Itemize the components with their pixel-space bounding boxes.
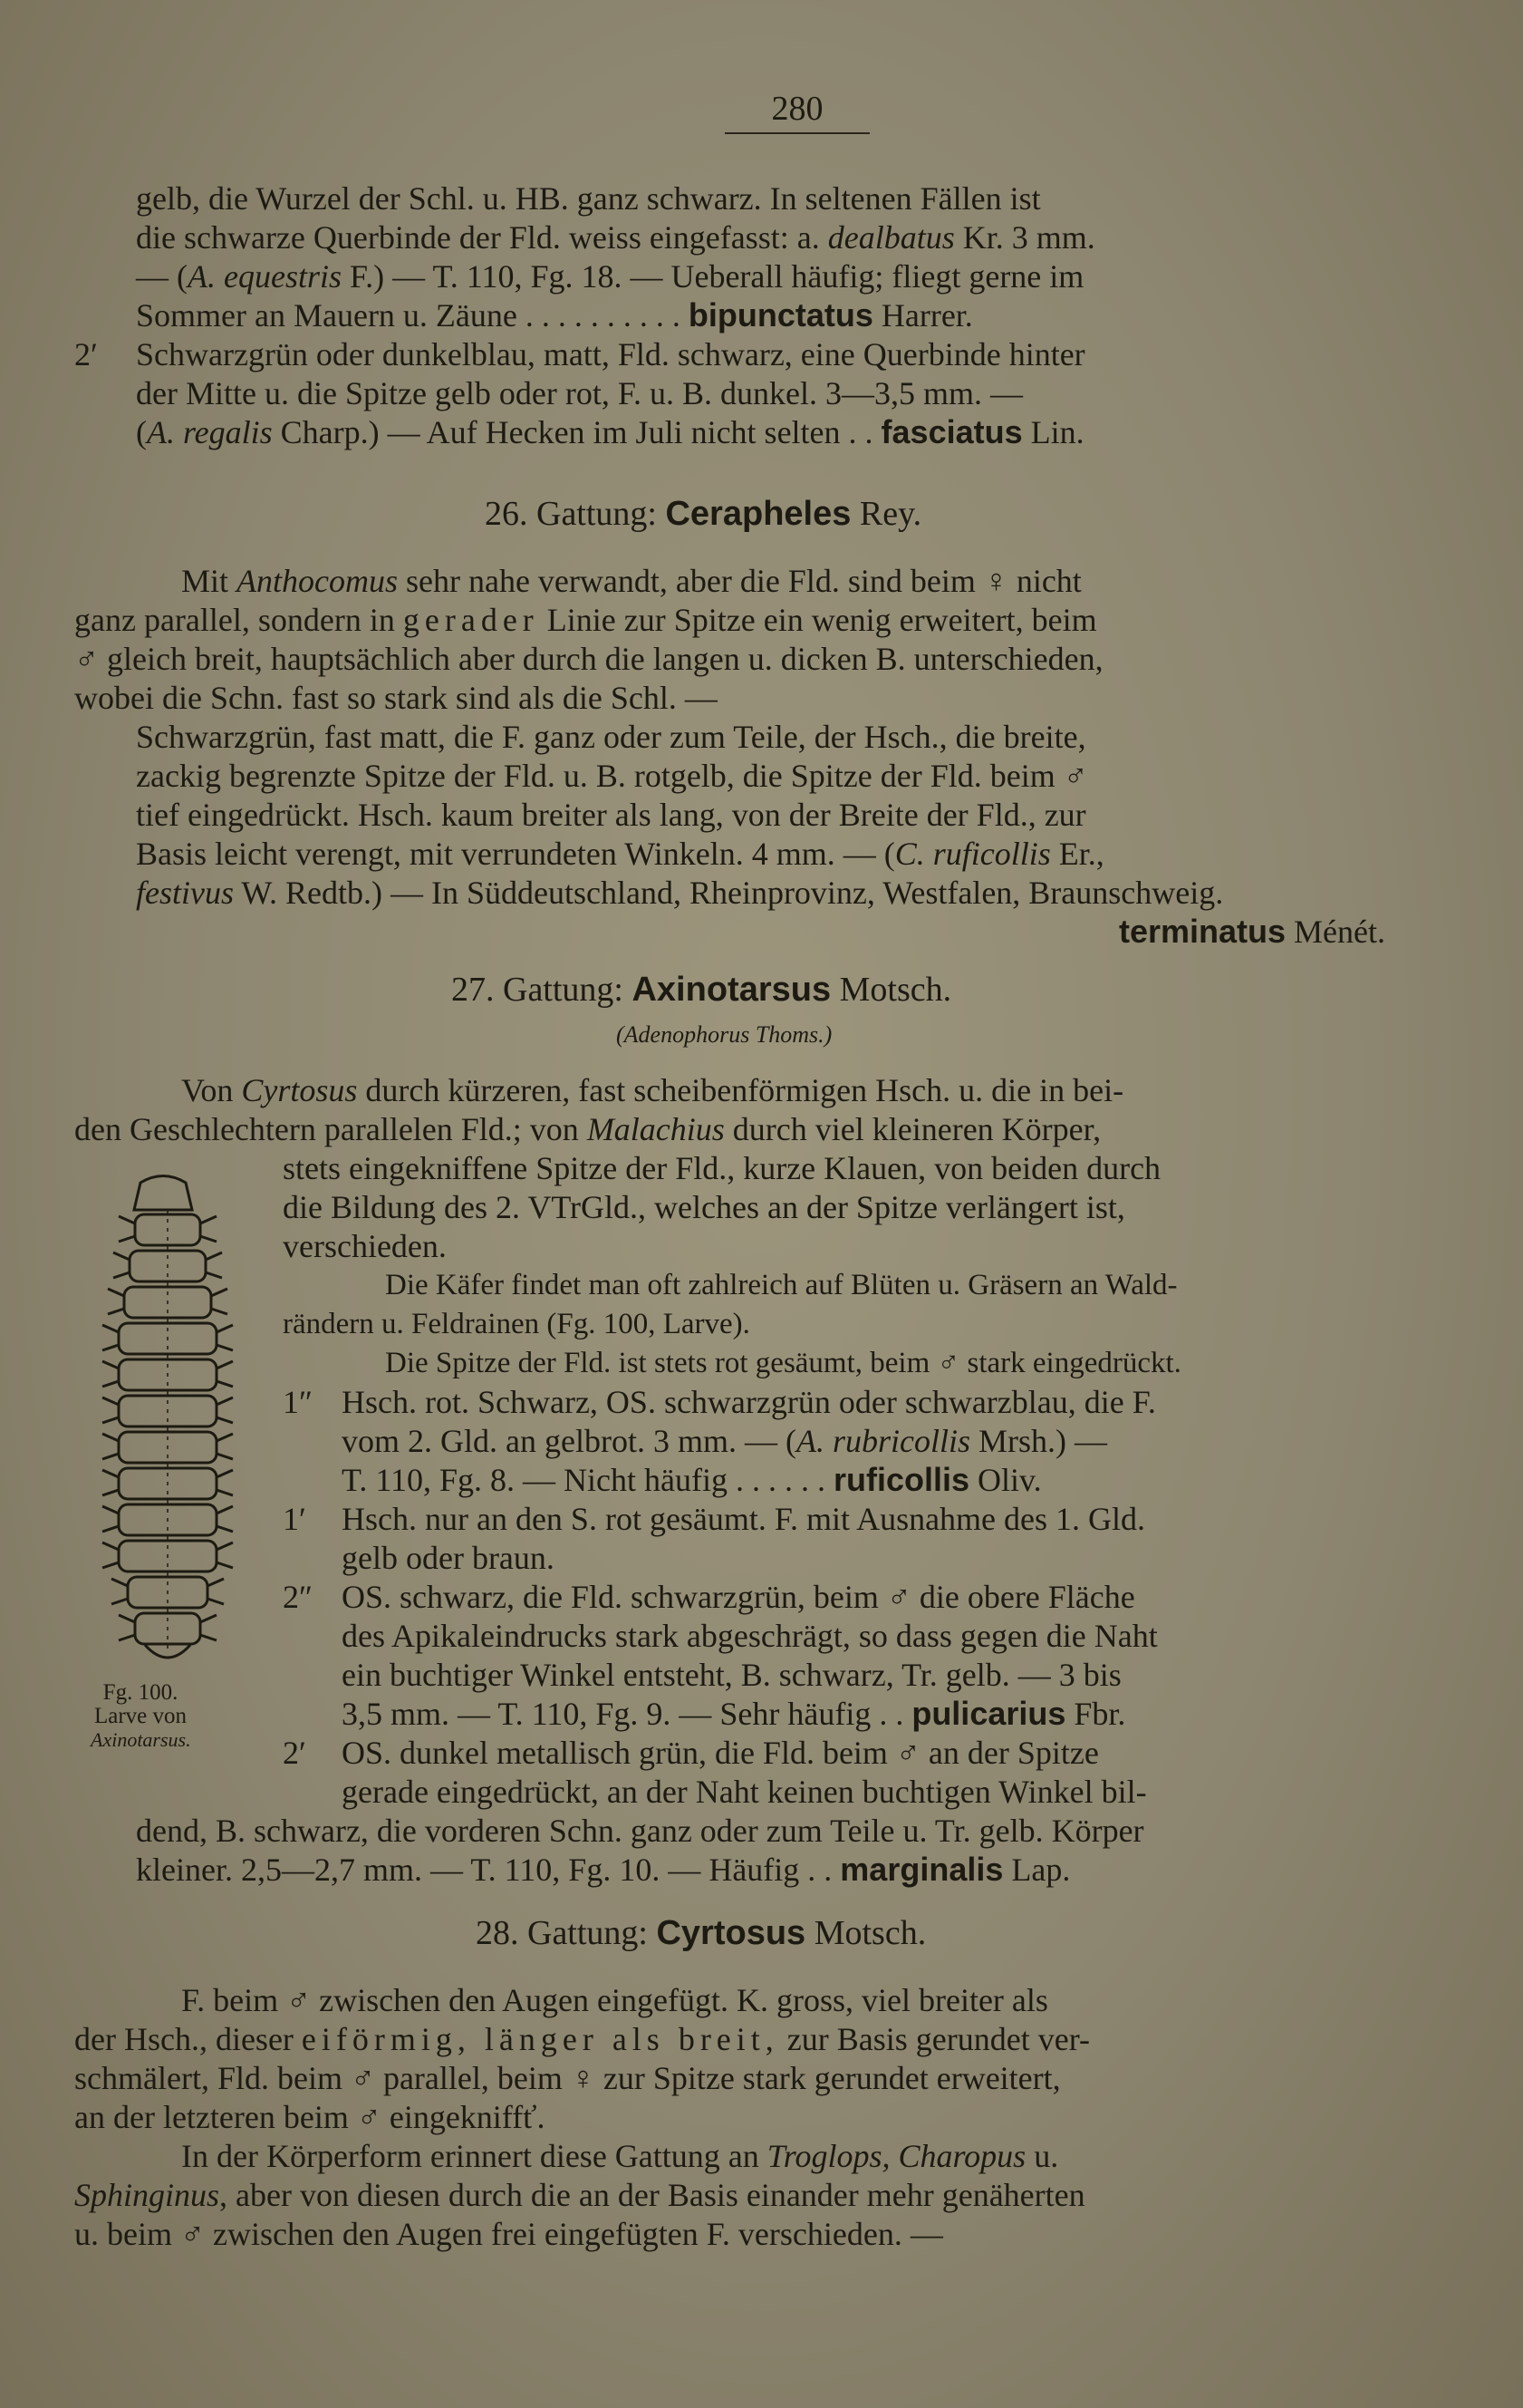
larva-bristle (102, 1506, 119, 1513)
text-line: Schwarzgrün, fast matt, die F. ganz oder zum Teile, der Hsch., die breite, (136, 719, 1086, 755)
text-line: die schwarze Querbinde der Fld. weiss eingefasst: a. dealbatus Kr. 3 mm. (136, 219, 1095, 256)
genus-heading: 28. Gattung: Cyrtosus Motsch. (476, 1914, 927, 1952)
text-line: Die Käfer findet man oft zahlreich auf Blüten u. Gräsern an Wald- (385, 1269, 1178, 1301)
figure-caption-genus: Axinotarsus. (91, 1728, 191, 1751)
larva-bristle (102, 1361, 119, 1368)
larva-bristle (119, 1635, 135, 1640)
larva-bristle (217, 1454, 233, 1459)
figure-caption-line: Larve von (93, 1704, 188, 1728)
larva-bristle (217, 1470, 233, 1477)
larva-bristle (119, 1615, 135, 1622)
text-line: gelb, die Wurzel der Schl. u. HB. ganz schwarz. In seltenen Fällen ist (136, 180, 1041, 217)
larva-bristle (211, 1289, 227, 1296)
text-line: vom 2. Gld. an gelbrot. 3 mm. — (A. rubricollis Mrsh.) — (342, 1423, 1107, 1459)
larva-bristle (111, 1579, 128, 1586)
genus-heading: 27. Gattung: Axinotarsus Motsch. (451, 971, 952, 1009)
larva-bristle (108, 1309, 124, 1314)
larva-bristle (102, 1526, 119, 1532)
text-line: Mit Anthocomus sehr nahe verwandt, aber die Fld. sind beim ♀ nicht (181, 563, 1082, 599)
larva-bristle (102, 1325, 119, 1332)
larva-bristle (217, 1506, 233, 1513)
larva-bristle (206, 1272, 222, 1278)
larva-bristle (102, 1542, 119, 1550)
page-number: 280 (725, 89, 870, 134)
text-line: der Hsch., dieser eiförmig, länger als breit, zur Basis gerundet ver- (74, 2021, 1090, 2057)
text-line: 3,5 mm. — T. 110, Fg. 9. — Sehr häufig . . pulicarius Fbr. (342, 1695, 1126, 1732)
text-line: F. beim ♂ zwischen den Augen eingefügt. K. gross, viel breiter als (181, 1982, 1048, 2018)
text-line: Die Spitze der Fld. ist stets rot gesäumt, beim ♂ stark eingedrückt. (385, 1347, 1181, 1379)
larva-bristle (217, 1361, 233, 1368)
text-line: stets eingekniffene Spitze der Fld., kurze Klauen, von beiden durch (283, 1150, 1162, 1186)
larva-bristle (113, 1252, 130, 1260)
text-line: Sphinginus, aber von diesen durch die an der Basis einander mehr genäherten (74, 2177, 1085, 2213)
text-line: Schwarzgrün oder dunkelblau, matt, Fld. schwarz, eine Querbinde hinter (136, 336, 1085, 372)
larva-bristle (102, 1417, 119, 1423)
text-line: (A. regalis Charp.) — Auf Hecken im Juli nicht selten . . fasciatus Lin. (136, 413, 1084, 450)
larva-bristle (111, 1599, 128, 1604)
larva-illustration (91, 1174, 245, 1681)
larva-bristle (217, 1526, 233, 1532)
text-line: tief eingedrückt. Hsch. kaum breiter als lang, von der Breite der Fld., zur (136, 797, 1086, 833)
genus-heading: 26. Gattung: Cerapheles Rey. (485, 495, 922, 533)
text-line: — (A. equestris F.) — T. 110, Fg. 18. — Ueberall häufig; fliegt gerne im (136, 258, 1084, 295)
synonym-note: (Adenophorus Thoms.) (616, 1021, 833, 1048)
larva-bristle (119, 1216, 135, 1223)
larva-bristle (217, 1397, 233, 1405)
larva-bristle (217, 1417, 233, 1423)
text-line: Sommer an Mauern u. Zäune . . . . . . . . . . bipunctatus Harrer. (136, 296, 973, 334)
larva-bristle (102, 1345, 119, 1350)
larva-bristle (119, 1236, 135, 1242)
larva-bristle (200, 1216, 217, 1223)
text-line: rändern u. Feldrainen (Fg. 100, Larve). (283, 1308, 750, 1340)
larva-bristle (206, 1252, 222, 1260)
text-line: ♂ gleich breit, hauptsächlich aber durch die langen u. dicken B. unterschieden, (74, 641, 1104, 677)
larva-bristle (102, 1490, 119, 1495)
larva-bristle (217, 1490, 233, 1495)
text-line: u. beim ♂ zwischen den Augen frei eingefügten F. verschieden. — (74, 2216, 943, 2252)
text-line: wobei die Schn. fast so stark sind als die Schl. — (74, 680, 718, 716)
larva-bristle (102, 1397, 119, 1405)
text-line: der Mitte u. die Spitze gelb oder rot, F. u. B. dunkel. 3—3,5 mm. — (136, 375, 1023, 411)
larva-bristle (217, 1325, 233, 1332)
key-marker: 2′ (74, 336, 98, 372)
figure-label: Fg. 100. (102, 1680, 178, 1705)
text-line: schmälert, Fld. beim ♂ parallel, beim ♀ zur Spitze stark gerundet erweitert, (74, 2060, 1061, 2096)
larva-bristle (108, 1289, 124, 1296)
larva-bristle (217, 1562, 233, 1568)
text-line: an der letzteren beim ♂ eingekniffť. (74, 2099, 545, 2135)
key-marker: 2″ (283, 1579, 313, 1615)
text-line: Basis leicht verengt, mit verrundeten Winkeln. 4 mm. — (C. ruficollis Er., (136, 836, 1104, 872)
text-line: kleiner. 2,5—2,7 mm. — T. 110, Fg. 10. — Häufig . . marginalis Lap. (136, 1851, 1071, 1888)
text-line: In der Körperform erinnert diese Gattung an Troglops, Charopus u. (181, 2138, 1059, 2174)
larva-bristle (200, 1635, 217, 1640)
text-line: terminatus Ménét. (1119, 913, 1386, 950)
key-marker: 2′ (283, 1735, 306, 1771)
text-line: dend, B. schwarz, die vorderen Schn. ganz oder zum Teile u. Tr. gelb. Körper (136, 1813, 1144, 1849)
text-line: gelb oder braun. (342, 1540, 554, 1576)
larva-bristle (113, 1272, 130, 1278)
text-line: verschieden. (283, 1228, 447, 1264)
larva-bristle (102, 1562, 119, 1568)
text-line: OS. dunkel metallisch grün, die Fld. beim ♂ an der Spitze (342, 1735, 1099, 1771)
larva-bristle (102, 1434, 119, 1441)
text-line: OS. schwarz, die Fld. schwarzgrün, beim ♂ die obere Fläche (342, 1579, 1135, 1615)
text-line: ganz parallel, sondern in gerader Linie zur Spitze ein wenig erweitert, beim (74, 602, 1097, 638)
text-line: festivus W. Redtb.) — In Süddeutschland, Rheinprovinz, Westfalen, Braunschweig. (136, 875, 1224, 911)
text-line: gerade eingedrückt, an der Naht keinen buchtigen Winkel bil- (342, 1774, 1147, 1810)
text-line: den Geschlechtern parallelen Fld.; von Malachius durch viel kleineren Körper, (74, 1111, 1102, 1147)
larva-bristle (207, 1579, 224, 1586)
larva-bristle (207, 1599, 224, 1604)
larva-bristle (217, 1542, 233, 1550)
text-line: des Apikaleindrucks stark abgeschrägt, so dass gegen die Naht (342, 1618, 1158, 1654)
text-line: Von Cyrtosus durch kürzeren, fast scheibenförmigen Hsch. u. die in bei- (181, 1072, 1124, 1108)
text-line: zackig begrenzte Spitze der Fld. u. B. rotgelb, die Spitze der Fld. beim ♂ (136, 758, 1088, 794)
text-line: ein buchtiger Winkel entsteht, B. schwarz, Tr. gelb. — 3 bis (342, 1657, 1122, 1693)
key-marker: 1′ (283, 1501, 306, 1537)
text-line: T. 110, Fg. 8. — Nicht häufig . . . . . . ruficollis Oliv. (342, 1461, 1042, 1498)
text-line: Hsch. nur an den S. rot gesäumt. F. mit Ausnahme des 1. Gld. (342, 1501, 1146, 1537)
larva-bristle (102, 1381, 119, 1387)
text-line: die Bildung des 2. VTrGld., welches an der Spitze verlängert ist, (283, 1189, 1125, 1225)
figure-caption (91, 1681, 190, 1752)
text-line: Hsch. rot. Schwarz, OS. schwarzgrün oder schwarzblau, die F. (342, 1384, 1156, 1420)
larva-bristle (200, 1615, 217, 1622)
larva-bristle (217, 1434, 233, 1441)
larva-bristle (217, 1381, 233, 1387)
larva-bristle (211, 1309, 227, 1314)
larva-bristle (200, 1236, 217, 1242)
larva-bristle (102, 1470, 119, 1477)
larva-bristle (102, 1454, 119, 1459)
larva-bristle (217, 1345, 233, 1350)
key-marker: 1″ (283, 1384, 313, 1420)
